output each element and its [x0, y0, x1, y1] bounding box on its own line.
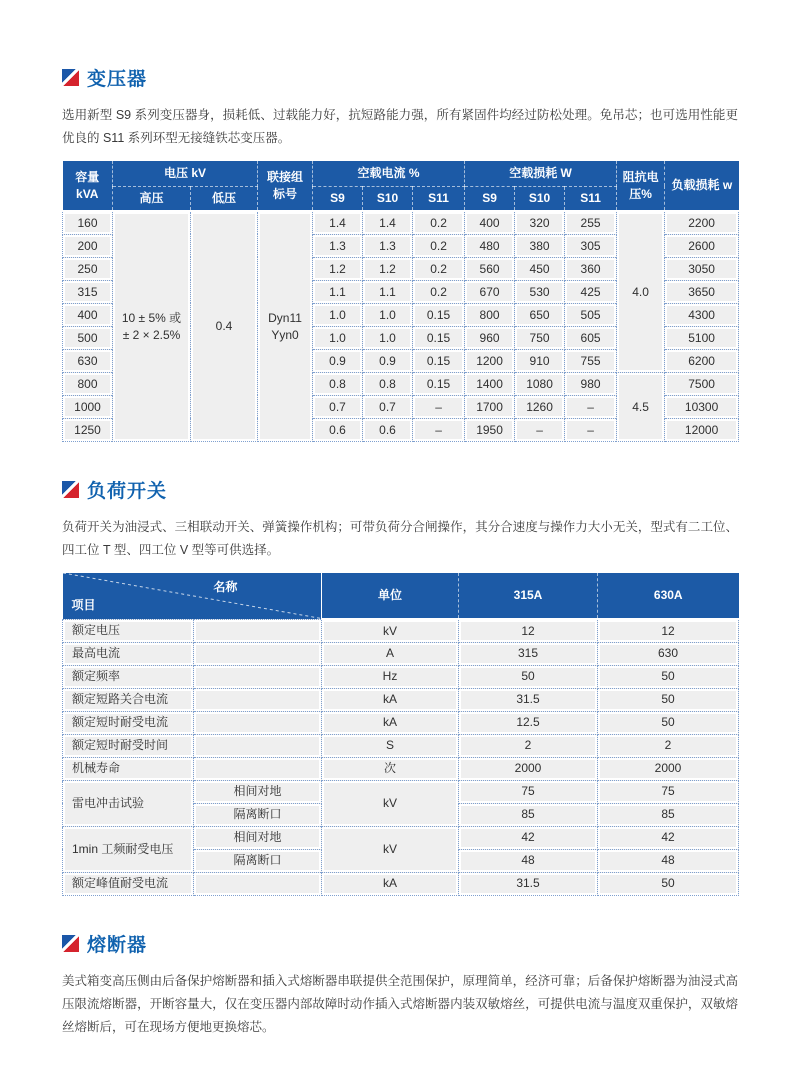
value-315a-cell: 31.5: [459, 688, 598, 711]
header-series-loss: S11: [565, 186, 617, 211]
no-load-loss-cell: 1700: [465, 395, 515, 418]
no-load-loss-cell: 1260: [515, 395, 565, 418]
no-load-current-cell: 1.4: [313, 211, 363, 234]
impedance-value-cell: 4.5: [617, 372, 665, 441]
sub-param-cell: 相间对地: [194, 826, 322, 849]
value-315a-cell: 42: [459, 826, 598, 849]
unit-cell: kV: [322, 619, 459, 642]
section-title-text: 负荷开关: [87, 480, 168, 502]
diagonal-flag-icon: [62, 935, 79, 952]
sub-param-cell: [194, 872, 322, 895]
no-load-loss-cell: 650: [515, 303, 565, 326]
load-loss-cell: 2600: [665, 234, 739, 257]
value-315a-cell: 31.5: [459, 872, 598, 895]
header-series-current: S9: [313, 186, 363, 211]
transformer-spec-table: [62, 161, 739, 442]
no-load-current-cell: 1.4: [363, 211, 413, 234]
header-series-loss: S10: [515, 186, 565, 211]
header-lv: 低压: [191, 186, 258, 211]
param-label-cell: 雷电冲击试验: [63, 780, 194, 826]
no-load-current-cell: 0.2: [413, 257, 465, 280]
header-name-label: 名称: [213, 580, 238, 594]
param-label-cell: 额定短时耐受时间: [63, 734, 194, 757]
no-load-current-cell: 0.8: [363, 372, 413, 395]
no-load-current-cell: 1.0: [313, 326, 363, 349]
no-load-current-cell: 0.2: [413, 280, 465, 303]
kva-cell: 250: [63, 257, 113, 280]
no-load-loss-cell: –: [565, 418, 617, 441]
load-loss-cell: 7500: [665, 372, 739, 395]
no-load-current-cell: 0.7: [313, 395, 363, 418]
fuse-description: 美式箱变高压侧由后备保护熔断器和插入式熔断器串联提供全范围保护，原理简单，经济可靠；后备保护熔断器为油浸式高压限流熔断器，开断容量大，仅在变压器内部故障时动作插入式熔断器内装双敏熔丝，可提供电流与温度双重保护，双敏熔丝熔断后，可在现场方便地更换熔芯。: [62, 973, 738, 1034]
no-load-loss-cell: 450: [515, 257, 565, 280]
load-loss-cell: 10300: [665, 395, 739, 418]
no-load-loss-cell: 560: [465, 257, 515, 280]
header-impedance: 阻抗电 压%: [617, 161, 665, 211]
switch-row: [63, 757, 739, 780]
vector-value-cell: Dyn11 Yyn0: [258, 211, 313, 441]
header-series-current: S10: [363, 186, 413, 211]
kva-cell: 1000: [63, 395, 113, 418]
switch-row: [63, 711, 739, 734]
load-loss-cell: 3650: [665, 280, 739, 303]
sub-param-cell: 相间对地: [194, 780, 322, 803]
kva-cell: 500: [63, 326, 113, 349]
switch-row: [63, 826, 739, 849]
no-load-loss-cell: 360: [565, 257, 617, 280]
section-title-fuse: [62, 930, 738, 957]
no-load-current-cell: 1.0: [363, 326, 413, 349]
no-load-current-cell: 0.15: [413, 303, 465, 326]
value-630a-cell: 42: [598, 826, 739, 849]
value-315a-cell: 12.5: [459, 711, 598, 734]
section-title-transformer: [62, 64, 738, 91]
sub-param-cell: 隔离断口: [194, 803, 322, 826]
no-load-loss-cell: 1080: [515, 372, 565, 395]
param-label-cell: 额定频率: [63, 665, 194, 688]
sub-param-cell: [194, 665, 322, 688]
no-load-loss-cell: 670: [465, 280, 515, 303]
no-load-loss-cell: 320: [515, 211, 565, 234]
no-load-loss-cell: 480: [465, 234, 515, 257]
no-load-loss-cell: 425: [565, 280, 617, 303]
no-load-loss-cell: 800: [465, 303, 515, 326]
value-315a-cell: 85: [459, 803, 598, 826]
no-load-current-cell: 0.6: [363, 418, 413, 441]
no-load-loss-cell: 1950: [465, 418, 515, 441]
sub-param-cell: [194, 619, 322, 642]
header-vector-group: 联接组 标号: [258, 161, 313, 211]
unit-cell: kA: [322, 711, 459, 734]
unit-cell: kA: [322, 872, 459, 895]
no-load-loss-cell: 1400: [465, 372, 515, 395]
section-load-switch: [62, 476, 738, 896]
value-630a-cell: 630: [598, 642, 739, 665]
param-label-cell: 额定短路关合电流: [63, 688, 194, 711]
value-630a-cell: 12: [598, 619, 739, 642]
header-load-loss: 负载损耗 w: [665, 161, 739, 211]
diagonal-flag-icon: [62, 481, 79, 498]
no-load-current-cell: 0.7: [363, 395, 413, 418]
no-load-current-cell: 0.15: [413, 372, 465, 395]
no-load-current-cell: 0.8: [313, 372, 363, 395]
param-label-cell: 1min 工频耐受电压: [63, 826, 194, 872]
load-loss-cell: 3050: [665, 257, 739, 280]
no-load-current-cell: 0.9: [363, 349, 413, 372]
value-630a-cell: 50: [598, 665, 739, 688]
value-315a-cell: 50: [459, 665, 598, 688]
value-315a-cell: 2: [459, 734, 598, 757]
switch-row: [63, 734, 739, 757]
no-load-current-cell: 1.1: [313, 280, 363, 303]
value-630a-cell: 48: [598, 849, 739, 872]
value-630a-cell: 75: [598, 780, 739, 803]
no-load-loss-cell: 530: [515, 280, 565, 303]
value-630a-cell: 50: [598, 711, 739, 734]
no-load-loss-cell: 305: [565, 234, 617, 257]
value-630a-cell: 2: [598, 734, 739, 757]
sub-param-cell: [194, 642, 322, 665]
unit-cell: S: [322, 734, 459, 757]
sub-param-cell: [194, 734, 322, 757]
no-load-current-cell: –: [413, 418, 465, 441]
no-load-current-cell: 1.1: [363, 280, 413, 303]
no-load-loss-cell: –: [565, 395, 617, 418]
kva-cell: 630: [63, 349, 113, 372]
kva-cell: 1250: [63, 418, 113, 441]
unit-cell: kV: [322, 780, 459, 826]
diagonal-flag-icon: [62, 69, 79, 86]
no-load-current-cell: 0.15: [413, 326, 465, 349]
switch-row: [63, 619, 739, 642]
kva-cell: 200: [63, 234, 113, 257]
impedance-value-cell: 4.0: [617, 211, 665, 372]
header-voltage-group: 电压 kV: [113, 161, 258, 186]
value-315a-cell: 2000: [459, 757, 598, 780]
load-switch-spec-table: [62, 573, 739, 896]
unit-cell: 次: [322, 757, 459, 780]
load-loss-cell: 5100: [665, 326, 739, 349]
no-load-loss-cell: 910: [515, 349, 565, 372]
lv-value-cell: 0.4: [191, 211, 258, 441]
no-load-current-cell: 0.6: [313, 418, 363, 441]
value-315a-cell: 315: [459, 642, 598, 665]
param-label-cell: 机械寿命: [63, 757, 194, 780]
no-load-current-cell: 1.2: [313, 257, 363, 280]
sub-param-cell: 隔离断口: [194, 849, 322, 872]
sub-param-cell: [194, 757, 322, 780]
transformer-description: 选用新型 S9 系列变压器身，损耗低、过载能力好，抗短路能力强，所有紧固件均经过防松处理。免吊芯；也可选用性能更优良的 S11 系列环型无接缝铁芯变压器。: [62, 108, 738, 146]
param-label-cell: 额定短时耐受电流: [63, 711, 194, 734]
no-load-loss-cell: 960: [465, 326, 515, 349]
load-loss-cell: 6200: [665, 349, 739, 372]
no-load-loss-cell: 755: [565, 349, 617, 372]
no-load-loss-cell: 505: [565, 303, 617, 326]
no-load-loss-cell: 750: [515, 326, 565, 349]
header-hv: 高压: [113, 186, 191, 211]
no-load-current-cell: 1.2: [363, 257, 413, 280]
value-630a-cell: 85: [598, 803, 739, 826]
no-load-current-cell: 1.0: [313, 303, 363, 326]
header-315a: 315A: [459, 573, 598, 619]
no-load-loss-cell: 980: [565, 372, 617, 395]
transformer-row: [63, 211, 739, 234]
switch-row: [63, 780, 739, 803]
no-load-loss-cell: 380: [515, 234, 565, 257]
header-unit: 单位: [322, 573, 459, 619]
param-label-cell: 最高电流: [63, 642, 194, 665]
header-no-load-loss-group: 空载损耗 W: [465, 161, 617, 186]
kva-cell: 160: [63, 211, 113, 234]
kva-cell: 315: [63, 280, 113, 303]
unit-cell: kV: [322, 826, 459, 872]
no-load-current-cell: 0.15: [413, 349, 465, 372]
section-title-text: 变压器: [87, 69, 148, 90]
kva-cell: 800: [63, 372, 113, 395]
switch-row: [63, 665, 739, 688]
value-630a-cell: 50: [598, 688, 739, 711]
unit-cell: A: [322, 642, 459, 665]
no-load-current-cell: 0.2: [413, 211, 465, 234]
section-fuse: [62, 930, 738, 1039]
value-630a-cell: 2000: [598, 757, 739, 780]
load-loss-cell: 4300: [665, 303, 739, 326]
load-loss-cell: 2200: [665, 211, 739, 234]
hv-value-cell: 10 ± 5% 或 ± 2 × 2.5%: [113, 211, 191, 441]
header-630a: 630A: [598, 573, 739, 619]
section-title-text: 熔断器: [87, 934, 148, 956]
sub-param-cell: [194, 711, 322, 734]
unit-cell: kA: [322, 688, 459, 711]
no-load-loss-cell: 255: [565, 211, 617, 234]
no-load-loss-cell: 400: [465, 211, 515, 234]
header-capacity: 容量 kVA: [63, 161, 113, 211]
switch-row: [63, 872, 739, 895]
value-630a-cell: 50: [598, 872, 739, 895]
header-series-current: S11: [413, 186, 465, 211]
value-315a-cell: 48: [459, 849, 598, 872]
diagonal-divider-line: [63, 573, 322, 619]
header-item-name-diagonal-cell: [63, 573, 322, 619]
switch-row: [63, 642, 739, 665]
no-load-loss-cell: 1200: [465, 349, 515, 372]
param-label-cell: 额定峰值耐受电流: [63, 872, 194, 895]
sub-param-cell: [194, 688, 322, 711]
load-switch-description: 负荷开关为油浸式、三相联动开关、弹簧操作机构；可带负荷分合闸操作，其分合速度与操作力大小无关，型式有二工位、四工位 T 型、四工位 V 型等可供选择。: [62, 519, 738, 557]
header-series-loss: S9: [465, 186, 515, 211]
no-load-current-cell: 0.9: [313, 349, 363, 372]
no-load-current-cell: 1.3: [313, 234, 363, 257]
no-load-current-cell: –: [413, 395, 465, 418]
unit-cell: Hz: [322, 665, 459, 688]
param-label-cell: 额定电压: [63, 619, 194, 642]
no-load-current-cell: 1.0: [363, 303, 413, 326]
value-315a-cell: 12: [459, 619, 598, 642]
value-315a-cell: 75: [459, 780, 598, 803]
section-transformer: [62, 64, 738, 442]
load-loss-cell: 12000: [665, 418, 739, 441]
no-load-loss-cell: 605: [565, 326, 617, 349]
no-load-current-cell: 0.2: [413, 234, 465, 257]
no-load-current-cell: 1.3: [363, 234, 413, 257]
switch-row: [63, 688, 739, 711]
kva-cell: 400: [63, 303, 113, 326]
header-no-load-current-group: 空载电流 %: [313, 161, 465, 186]
no-load-loss-cell: –: [515, 418, 565, 441]
section-title-load-switch: [62, 476, 738, 503]
header-item-label: 项目: [71, 597, 96, 612]
